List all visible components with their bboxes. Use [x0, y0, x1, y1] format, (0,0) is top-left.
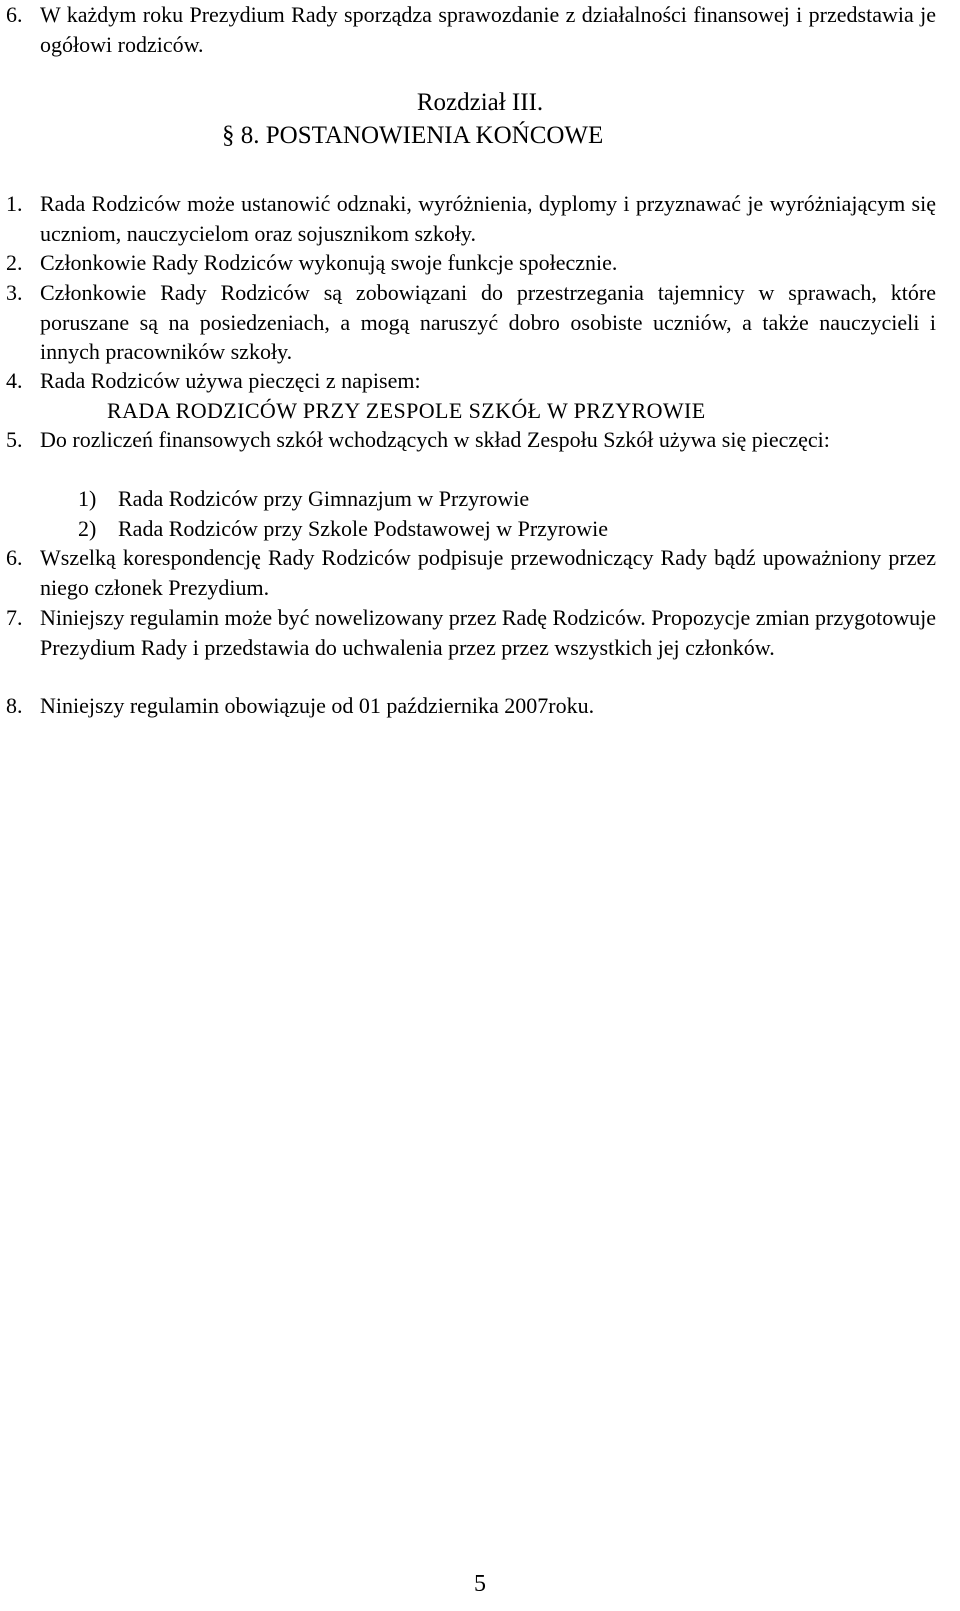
list-item: [6, 248, 936, 278]
list-item-number: 8.: [6, 693, 23, 718]
list-item: [6, 366, 936, 396]
sub-list-item-text: Rada Rodziców przy Szkole Podstawowej w Przyrowie: [118, 516, 609, 541]
list-item: [6, 603, 936, 662]
section-symbol: §: [222, 122, 235, 149]
list-item: [6, 691, 936, 721]
list-item-text: Niniejszy regulamin obowiązuje od 01 października 2007roku.: [40, 693, 595, 718]
intro-text: W każdym roku Prezydium Rady sporządza sprawozdanie z działalności finansowej i przedstawia je ogółowi rodziców.: [40, 2, 936, 57]
list-item-text: Niniejszy regulamin może być nowelizowany przez Radę Rodziców. Propozycje zmian przygotowuje Prezydium Rady i przedstawia do uchwalenia przez przez wszystkich jej członków.: [40, 605, 936, 660]
list-item: [6, 189, 936, 248]
sub-list-item: [78, 484, 529, 513]
list-item-number: 3.: [6, 280, 23, 305]
list-item-text: Rada Rodziców używa pieczęci z napisem:: [40, 368, 421, 393]
list-item-text: Rada Rodziców może ustanowić odznaki, wyróżnienia, dyplomy i przyznawać je wyróżniającym się uczniom, nauczycielom oraz sojusznikom szkoły.: [40, 191, 936, 246]
list-item-text: Wszelką korespondencję Rady Rodziców podpisuje przewodniczący Rady bądź upoważniony przez niego członek Prezydium.: [40, 545, 936, 600]
sub-list-item: [78, 514, 608, 543]
list-item-number: 5.: [6, 427, 23, 452]
list-item: [6, 425, 936, 455]
sub-list-item-number: 1): [78, 486, 97, 511]
stamp-inscription: RADA RODZICÓW PRZY ZESPOLE SZKÓŁ W PRZYROWIE: [107, 398, 706, 423]
list-item-number: 4.: [6, 368, 23, 393]
list-item-number: 1.: [6, 191, 23, 216]
list-item: [6, 278, 936, 367]
section-title: 8. POSTANOWIENIA KOŃCOWE: [240, 122, 604, 149]
list-item-text: Do rozliczeń finansowych szkół wchodzących w skład Zespołu Szkół używa się pieczęci:: [40, 427, 830, 452]
list-item-number: 7.: [6, 605, 23, 630]
intro-paragraph: [6, 0, 936, 59]
list-item-text: Członkowie Rady Rodziców wykonują swoje funkcje społecznie.: [40, 250, 618, 275]
page-number: 5: [474, 1571, 486, 1597]
list-item-text: Członkowie Rady Rodziców są zobowiązani do przestrzegania tajemnicy w sprawach, które poruszane są na posiedzeniach, a mogą naruszyć dobro osobiste uczniów, a także nauczycieli i innych pracowników szkoły.: [40, 280, 936, 364]
chapter-title: Rozdział III.: [416, 89, 544, 116]
intro-number: 6.: [6, 2, 23, 27]
sub-list-item-text: Rada Rodziców przy Gimnazjum w Przyrowie: [118, 486, 530, 511]
section-heading: [222, 121, 603, 151]
sub-list-item-number: 2): [78, 516, 97, 541]
list-item-number: 6.: [6, 545, 23, 570]
list-item-number: 2.: [6, 250, 23, 275]
list-item: [6, 543, 936, 602]
